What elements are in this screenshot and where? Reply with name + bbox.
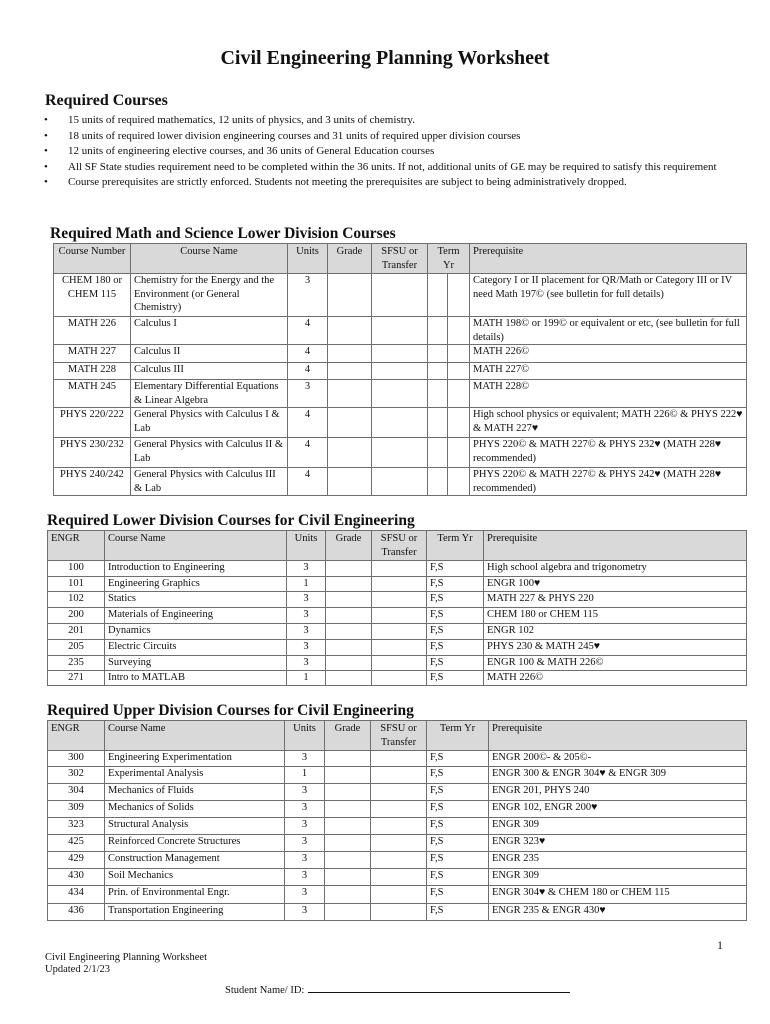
course-number: PHYS 230/232 [54,438,131,468]
grade-entry-cell[interactable] [325,835,371,852]
col-course-name: Course Name [105,721,285,751]
sfsu-entry-cell[interactable] [371,852,427,869]
grade-entry-cell[interactable] [325,784,371,801]
course-number: MATH 245 [54,380,131,408]
col-sfsu-transfer: SFSU or Transfer [371,721,427,751]
course-units: 3 [285,835,325,852]
course-prerequisite: ENGR 309 [489,869,747,886]
course-name: Soil Mechanics [105,869,285,886]
sfsu-entry-cell[interactable] [371,869,427,886]
grade-entry-cell[interactable] [326,656,372,671]
course-number: 304 [48,784,105,801]
course-name: Calculus III [131,363,288,380]
lower-division-heading: Required Lower Division Courses for Civil Engineering [47,512,415,529]
course-number: 201 [48,624,105,640]
course-prerequisite: ENGR 100 & MATH 226© [484,656,747,671]
course-units: 3 [285,869,325,886]
course-row [54,317,747,345]
course-prerequisite: MATH 198© or 199© or equivalent or etc, (see bulletin for full details) [470,317,747,345]
grade-entry-cell[interactable] [325,801,371,818]
sfsu-entry-cell[interactable] [372,592,427,608]
course-units: 3 [288,380,328,408]
course-name: General Physics with Calculus III & Lab [131,468,288,496]
sfsu-entry-cell[interactable] [371,904,427,921]
course-number: 434 [48,886,105,904]
course-number: MATH 227 [54,345,131,363]
grade-entry-cell[interactable] [325,852,371,869]
grade-entry-cell[interactable] [325,818,371,835]
course-name: Construction Management [105,852,285,869]
course-row [48,577,747,592]
col-engr: ENGR [48,531,105,561]
requirement-bullet: • Course prerequisites are strictly enforced. Students not meeting the prerequisites are subject to being administratively dropped. [44,175,734,191]
course-name: Engineering Graphics [105,577,287,592]
course-row [54,363,747,380]
course-row [48,671,747,686]
course-number: 200 [48,608,105,624]
col-units: Units [285,721,325,751]
sfsu-entry-cell[interactable] [372,640,427,656]
course-name: Materials of Engineering [105,608,287,624]
course-number: 425 [48,835,105,852]
course-units: 4 [288,468,328,496]
course-prerequisite: ENGR 102, ENGR 200♥ [489,801,747,818]
course-row [48,818,747,835]
sfsu-entry-cell[interactable] [372,608,427,624]
term-entry-cell[interactable] [448,468,470,496]
grade-entry-cell[interactable] [325,886,371,904]
course-units: 3 [285,784,325,801]
requirement-bullet: • 18 units of required lower division engineering courses and 31 units of required upper division courses [44,129,734,145]
grade-entry-cell[interactable] [325,904,371,921]
term-entry-cell[interactable] [448,380,470,408]
course-prerequisite: MATH 226© [470,345,747,363]
col-course-name: Course Name [105,531,287,561]
course-row [54,438,747,468]
course-prerequisite: High school physics or equivalent; MATH 226© & PHYS 222♥ & MATH 227♥ [470,408,747,438]
course-term: F,S [427,624,484,640]
sfsu-entry-cell[interactable] [372,561,427,577]
col-prerequisite: Prerequisite [484,531,747,561]
sfsu-entry-cell[interactable] [372,363,428,380]
course-term: F,S [427,577,484,592]
course-row [48,835,747,852]
course-number: 101 [48,577,105,592]
grade-entry-cell[interactable] [325,767,371,784]
sfsu-entry-cell[interactable] [372,380,428,408]
course-row [48,608,747,624]
requirements-list [44,113,734,191]
course-term: F,S [427,869,489,886]
sfsu-entry-cell[interactable] [372,577,427,592]
course-name: Structural Analysis [105,818,285,835]
course-row [48,869,747,886]
sfsu-entry-cell[interactable] [372,624,427,640]
course-name: Mechanics of Solids [105,801,285,818]
course-number: 271 [48,671,105,686]
course-prerequisite: ENGR 235 [489,852,747,869]
course-name: Calculus II [131,345,288,363]
col-units: Units [287,531,326,561]
course-name: Surveying [105,656,287,671]
course-number: 235 [48,656,105,671]
required-courses-heading: Required Courses [45,92,168,109]
col-grade: Grade [325,721,371,751]
grade-entry-cell[interactable] [328,363,372,380]
course-number: 323 [48,818,105,835]
course-term: F,S [427,904,489,921]
sfsu-entry-cell[interactable] [371,801,427,818]
course-name: Engineering Experimentation [105,751,285,767]
course-row [54,274,747,317]
course-units: 3 [288,274,328,317]
student-name-id-line[interactable] [308,983,570,993]
grade-entry-cell[interactable] [326,671,372,686]
course-term: F,S [427,835,489,852]
grade-entry-cell[interactable] [325,869,371,886]
sfsu-entry-cell[interactable] [371,835,427,852]
grade-entry-cell[interactable] [328,408,372,438]
term-entry-cell[interactable] [448,274,470,317]
course-number: 100 [48,561,105,577]
course-row [54,408,747,438]
course-units: 3 [285,751,325,767]
col-term-year: Term Yr [427,531,484,561]
student-name-id-label: Student Name/ ID: [225,985,305,996]
course-row [48,852,747,869]
course-units: 3 [285,818,325,835]
requirement-bullet: • 12 units of engineering elective courses, and 36 units of General Education courses [44,144,734,160]
sfsu-entry-cell[interactable] [372,438,428,468]
course-row [54,380,747,408]
course-prerequisite: PHYS 220© & MATH 227© & PHYS 232♥ (MATH 228♥ recommended) [470,438,747,468]
course-term: F,S [427,886,489,904]
grade-entry-cell[interactable] [326,608,372,624]
grade-entry-cell[interactable] [328,438,372,468]
course-prerequisite: ENGR 201, PHYS 240 [489,784,747,801]
course-row [48,624,747,640]
course-row [48,656,747,671]
course-term: F,S [427,767,489,784]
course-units: 4 [288,345,328,363]
course-name: Dynamics [105,624,287,640]
course-row [48,784,747,801]
course-row [54,468,747,496]
course-prerequisite: CHEM 180 or CHEM 115 [484,608,747,624]
course-name: Introduction to Engineering [105,561,287,577]
term-entry-cell[interactable] [448,438,470,468]
col-sfsu-transfer: SFSU or Transfer [372,244,428,274]
course-number: PHYS 240/242 [54,468,131,496]
term-entry-cell[interactable] [448,408,470,438]
course-prerequisite: ENGR 309 [489,818,747,835]
col-course-number: Course Number [54,244,131,274]
sfsu-entry-cell[interactable] [371,784,427,801]
col-course-name: Course Name [131,244,288,274]
lower-division-table [47,530,747,686]
course-number: PHYS 220/222 [54,408,131,438]
course-row [48,592,747,608]
term-entry-cell[interactable] [428,408,448,438]
course-prerequisite: Category I or II placement for QR/Math or Category III or IV need Math 197© (see bulletin for full details) [470,274,747,317]
course-name: General Physics with Calculus I & Lab [131,408,288,438]
course-units: 1 [287,577,326,592]
course-name: Prin. of Environmental Engr. [105,886,285,904]
course-name: Chemistry for the Energy and the Environment (or General Chemistry) [131,274,288,317]
student-name-id-field[interactable] [225,983,570,996]
course-units: 3 [287,592,326,608]
term-entry-cell[interactable] [428,317,448,345]
course-row [48,640,747,656]
sfsu-entry-cell[interactable] [372,671,427,686]
course-units: 3 [285,801,325,818]
course-units: 4 [288,317,328,345]
course-number: CHEM 180 or CHEM 115 [54,274,131,317]
course-units: 3 [285,852,325,869]
sfsu-entry-cell[interactable] [372,345,428,363]
sfsu-entry-cell[interactable] [371,886,427,904]
course-number: 309 [48,801,105,818]
course-units: 3 [287,640,326,656]
grade-entry-cell[interactable] [328,380,372,408]
course-number: 205 [48,640,105,656]
course-prerequisite: PHYS 230 & MATH 245♥ [484,640,747,656]
course-row [48,561,747,577]
col-sfsu-transfer: SFSU or Transfer [372,531,427,561]
course-prerequisite: MATH 228© [470,380,747,408]
course-prerequisite: ENGR 300 & ENGR 304♥ & ENGR 309 [489,767,747,784]
course-number: 300 [48,751,105,767]
col-grade: Grade [328,244,372,274]
term-entry-cell[interactable] [428,274,448,317]
course-prerequisite: ENGR 323♥ [489,835,747,852]
term-entry-cell[interactable] [428,363,448,380]
sfsu-entry-cell[interactable] [372,408,428,438]
term-entry-cell[interactable] [448,363,470,380]
course-row [48,801,747,818]
upper-division-table [47,720,747,921]
course-prerequisite: ENGR 304♥ & CHEM 180 or CHEM 115 [489,886,747,904]
requirement-bullet: • 15 units of required mathematics, 12 units of physics, and 3 units of chemistry. [44,113,734,129]
course-prerequisite: MATH 226© [484,671,747,686]
course-term: F,S [427,801,489,818]
term-entry-cell[interactable] [428,345,448,363]
grade-entry-cell[interactable] [328,468,372,496]
course-units: 3 [285,886,325,904]
course-row [54,345,747,363]
course-units: 3 [287,624,326,640]
grade-entry-cell[interactable] [326,561,372,577]
col-units: Units [288,244,328,274]
page-title: Civil Engineering Planning Worksheet [220,47,550,69]
course-name: Experimental Analysis [105,767,285,784]
course-term: F,S [427,561,484,577]
course-prerequisite: ENGR 235 & ENGR 430♥ [489,904,747,921]
term-entry-cell[interactable] [428,468,448,496]
course-prerequisite: MATH 227© [470,363,747,380]
grade-entry-cell[interactable] [326,624,372,640]
sfsu-entry-cell[interactable] [372,274,428,317]
course-term: F,S [427,784,489,801]
course-row [48,767,747,784]
course-number: 430 [48,869,105,886]
course-name: Mechanics of Fluids [105,784,285,801]
course-row [48,886,747,904]
col-grade: Grade [326,531,372,561]
course-term: F,S [427,671,484,686]
grade-entry-cell[interactable] [326,640,372,656]
course-term: F,S [427,640,484,656]
course-term: F,S [427,608,484,624]
course-name: Intro to MATLAB [105,671,287,686]
course-units: 3 [287,561,326,577]
course-prerequisite: ENGR 200©- & 205©- [489,751,747,767]
col-term-year: Term Yr [428,244,470,274]
sfsu-entry-cell[interactable] [371,818,427,835]
course-name: Statics [105,592,287,608]
col-term-year: Term Yr [427,721,489,751]
grade-entry-cell[interactable] [328,345,372,363]
grade-entry-cell[interactable] [328,274,372,317]
course-name: General Physics with Calculus II & Lab [131,438,288,468]
course-units: 1 [287,671,326,686]
course-number: MATH 228 [54,363,131,380]
term-entry-cell[interactable] [428,438,448,468]
sfsu-entry-cell[interactable] [371,767,427,784]
course-units: 4 [288,363,328,380]
sfsu-entry-cell[interactable] [372,656,427,671]
course-units: 3 [287,608,326,624]
course-term: F,S [427,751,489,767]
course-prerequisite: High school algebra and trigonometry [484,561,747,577]
course-units: 4 [288,408,328,438]
grade-entry-cell[interactable] [326,592,372,608]
upper-division-heading: Required Upper Division Courses for Civil Engineering [47,702,414,719]
course-term: F,S [427,592,484,608]
course-term: F,S [427,818,489,835]
course-units: 3 [285,904,325,921]
course-units: 3 [287,656,326,671]
col-prerequisite: Prerequisite [489,721,747,751]
course-number: 436 [48,904,105,921]
grade-entry-cell[interactable] [326,577,372,592]
course-number: MATH 226 [54,317,131,345]
requirement-bullet: • All SF State studies requirement need to be completed within the 36 units. If not, additional units of GE may be required to satisfy this requirement [44,160,734,176]
course-prerequisite: ENGR 102 [484,624,747,640]
course-prerequisite: ENGR 100♥ [484,577,747,592]
course-prerequisite: PHYS 220© & MATH 227© & PHYS 242♥ (MATH 228♥ recommended) [470,468,747,496]
grade-entry-cell[interactable] [328,317,372,345]
col-prerequisite: Prerequisite [470,244,747,274]
course-units: 4 [288,438,328,468]
term-entry-cell[interactable] [448,345,470,363]
course-number: 102 [48,592,105,608]
sfsu-entry-cell[interactable] [372,317,428,345]
math-science-table [53,243,747,496]
term-entry-cell[interactable] [428,380,448,408]
course-term: F,S [427,656,484,671]
course-prerequisite: MATH 227 & PHYS 220 [484,592,747,608]
sfsu-entry-cell[interactable] [371,751,427,767]
course-name: Transportation Engineering [105,904,285,921]
course-term: F,S [427,852,489,869]
col-engr: ENGR [48,721,105,751]
page-number: 1 [717,938,723,952]
course-name: Reinforced Concrete Structures [105,835,285,852]
sfsu-entry-cell[interactable] [372,468,428,496]
grade-entry-cell[interactable] [325,751,371,767]
math-science-heading: Required Math and Science Lower Division Courses [50,225,396,242]
course-row [48,904,747,921]
course-name: Elementary Differential Equations & Linear Algebra [131,380,288,408]
footer-updated-date: Updated 2/1/23 [45,964,111,975]
course-number: 429 [48,852,105,869]
course-name: Electric Circuits [105,640,287,656]
term-entry-cell[interactable] [448,317,470,345]
footer-doc-title: Civil Engineering Planning Worksheet [45,952,207,963]
course-row [48,751,747,767]
course-name: Calculus I [131,317,288,345]
course-number: 302 [48,767,105,784]
course-units: 1 [285,767,325,784]
